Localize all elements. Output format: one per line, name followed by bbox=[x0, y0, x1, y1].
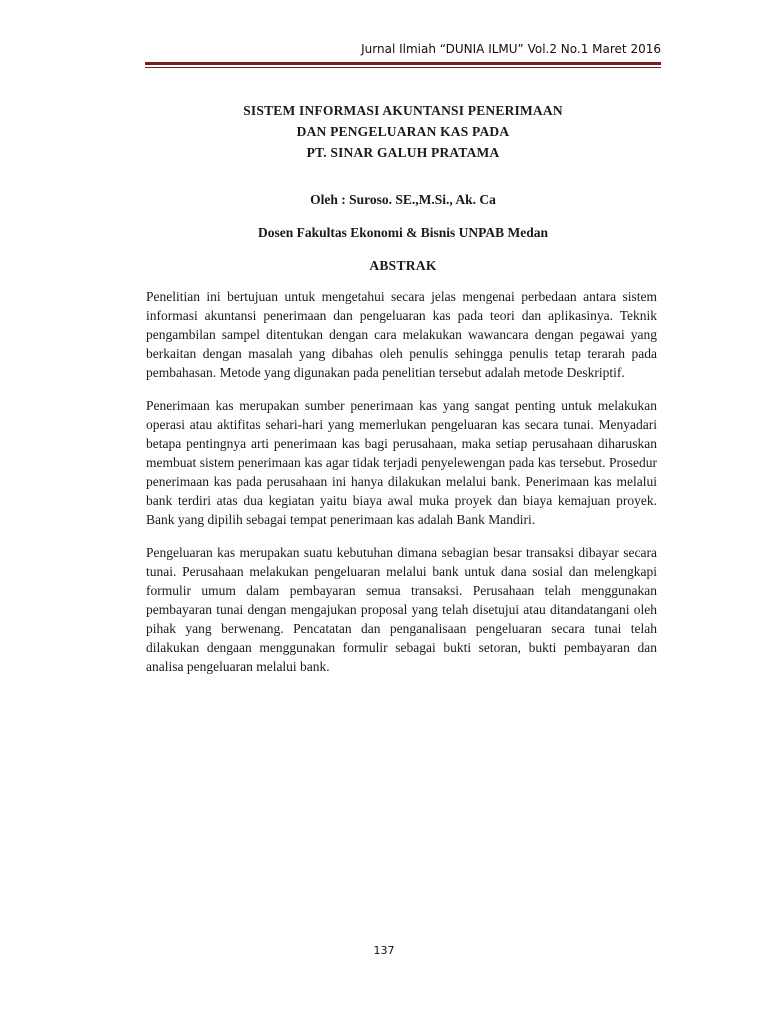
article-title-line-2: DAN PENGELUARAN KAS PADA bbox=[296, 124, 510, 139]
article-author: Oleh : Suroso. SE.,M.Si., Ak. Ca bbox=[310, 192, 496, 207]
abstract-paragraph-2: Penerimaan kas merupakan sumber penerimaan kas yang sangat penting untuk melakukan operasi atau aktifitas sehari-hari yang memerlukan pengeluaran kas secara tunai. Menyadari betapa pentingnya arti penerimaan kas bagi perusahaan, maka setiap perusahaan diharuskan membuat sistem penerimaan kas agar tidak terjadi penyelewengan pada kas tersebut. Prosedur penerimaan kas pada perusahaan ini hanya dilakukan melalui bank. Penerimaan kas melalui bank terdiri atas dua kegiatan yaitu biaya awal muka proyek dan biaya kemajuan proyek. Bank yang dipilih sebagai tempat penerimaan kas adalah Bank Mandiri. bbox=[146, 398, 657, 527]
page-number: 137 bbox=[373, 944, 395, 957]
journal-running-header: Jurnal Ilmiah “DUNIA ILMU” Vol.2 No.1 Maret 2016 bbox=[361, 42, 661, 56]
abstract-heading: ABSTRAK bbox=[369, 258, 437, 273]
abstract-paragraph-3: Pengeluaran kas merupakan suatu kebutuhan dimana sebagian besar transaksi dibayar secara tunai. Perusahaan melakukan pengeluaran melalui bank untuk dana sosial dan melengkapi formulir umum dalam pembayaran semua transaksi. Perusahaan telah menggunakan pembayaran tunai dengan mengajukan proposal yang telah disetujui atau ditandatangani oleh pihak yang berwenang. Pencatatan dan penganalisaan pengeluaran secara tunai telah dilakukan dengaan menggunakan formulir sebagai bukti setoran, bukti pembayaran dan analisa pengeluaran melalui bank. bbox=[146, 545, 657, 674]
abstract-paragraph-1: Penelitian ini bertujuan untuk mengetahui secara jelas mengenai perbedaan antara sistem informasi akuntansi penerimaan dan pengeluaran kas pada teori dan aplikasinya. Teknik pengambilan sampel ditentukan dengan cara melakukan wawancara dengan pegawai yang berkaitan dengan masalah yang dibahas oleh penulis sehingga penulis tetap terarah pada pembahasan. Metode yang digunakan pada penelitian tersebut adalah metode Deskriptif. bbox=[146, 289, 657, 380]
article-title-line-1: SISTEM INFORMASI AKUNTANSI PENERIMAAN bbox=[243, 103, 563, 118]
abstract-body bbox=[146, 287, 657, 690]
article-title bbox=[145, 100, 661, 163]
article-title-line-3: PT. SINAR GALUH PRATAMA bbox=[306, 145, 500, 160]
header-rule-thin bbox=[145, 67, 661, 68]
author-affiliation: Dosen Fakultas Ekonomi & Bisnis UNPAB Medan bbox=[257, 225, 549, 240]
header-rule-thick bbox=[145, 62, 661, 65]
